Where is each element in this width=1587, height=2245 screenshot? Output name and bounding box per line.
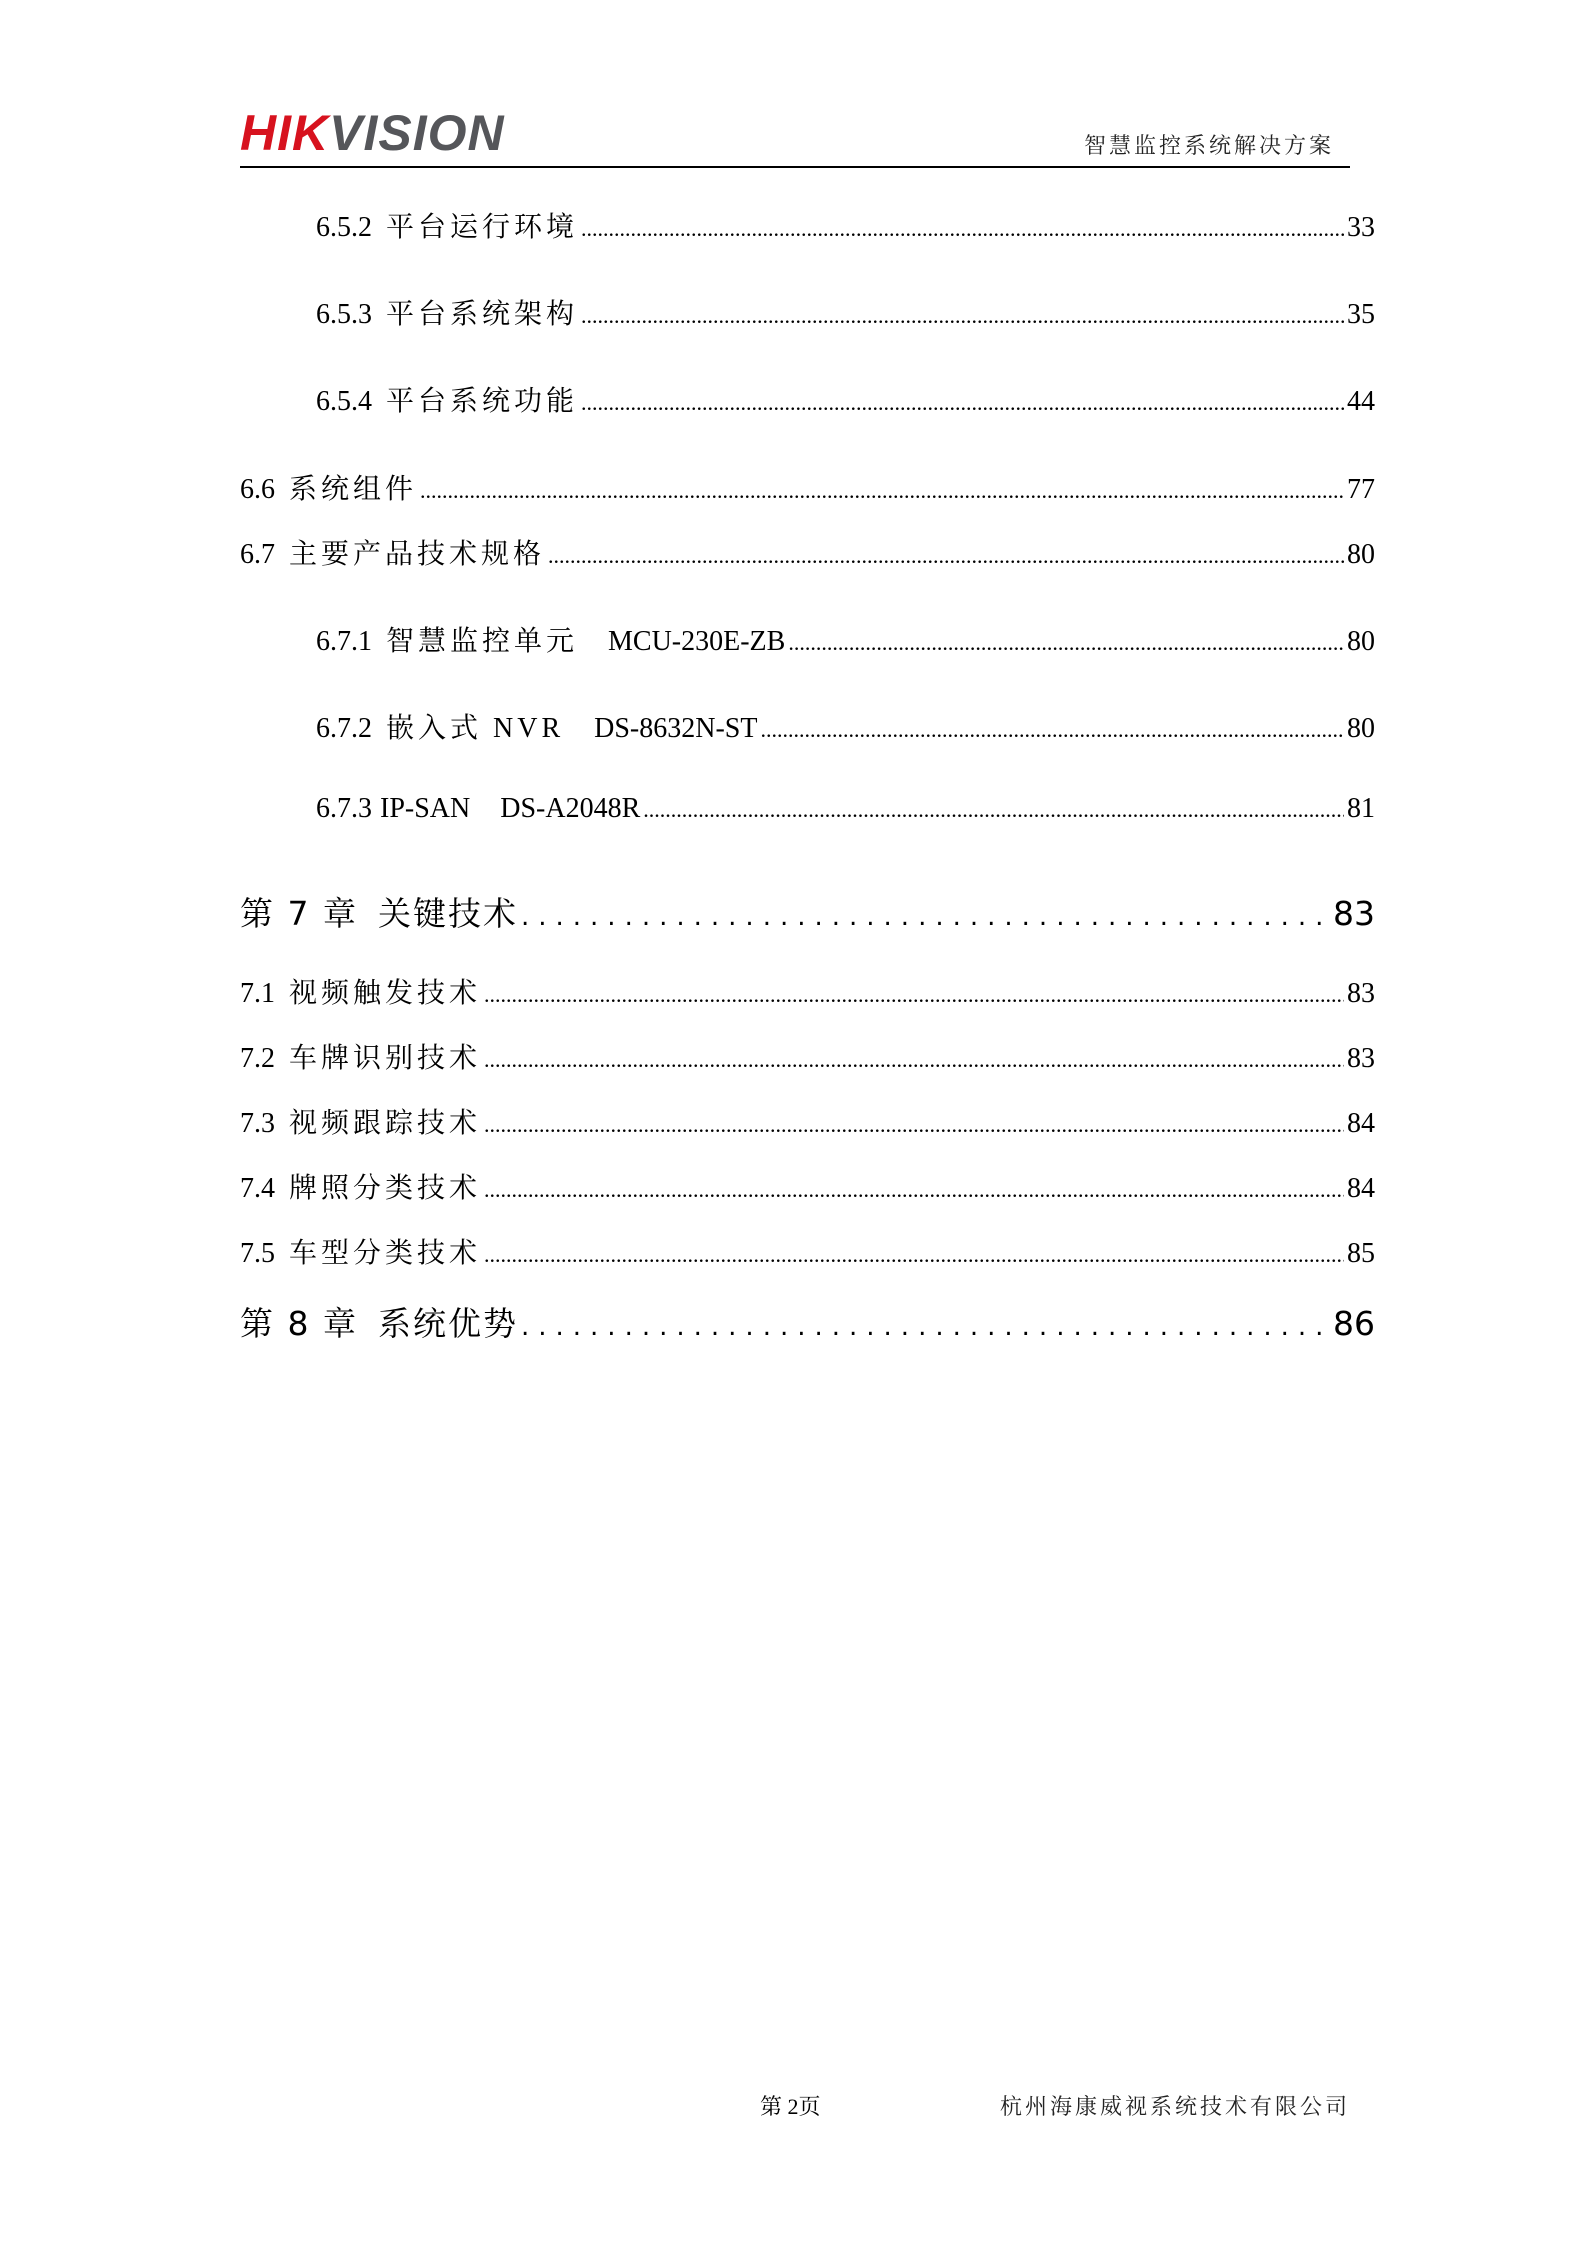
logo-grey-part: VISION	[329, 105, 505, 161]
toc-chapter-8[interactable]	[240, 1298, 1375, 1345]
toc-entry-label: 智慧监控单元	[386, 626, 579, 657]
toc-dot-leader	[581, 303, 1344, 329]
toc-dot-leader	[484, 1112, 1344, 1138]
toc-chapter-label: 第 8 章	[240, 1304, 358, 1343]
toc-entry-title	[240, 532, 545, 572]
toc-entry-label: 平台运行环境	[386, 212, 579, 243]
toc-entry-7-3[interactable]	[240, 1101, 1375, 1141]
toc-entry-label: 平台系统功能	[386, 386, 579, 417]
toc-entry-number: 6.6	[240, 474, 275, 505]
toc-entry-number: 6.7.1	[316, 626, 372, 657]
footer-company-name: 杭州海康威视系统技术有限公司	[999, 2095, 1350, 2120]
toc-entry-number: 7.2	[240, 1043, 275, 1074]
toc-entry-label: 系统优势	[377, 1304, 518, 1343]
toc-entry-model-code: DS-A2048R	[500, 793, 641, 824]
toc-dot-leader	[643, 797, 1344, 823]
toc-page-number: 33	[1347, 212, 1375, 243]
toc-page-number: 83	[1347, 1043, 1375, 1074]
toc-entry-7-4[interactable]	[240, 1166, 1375, 1206]
toc-entry-6-7-2[interactable]	[316, 706, 1375, 746]
toc-chapter-label: 第 7 章	[240, 894, 358, 933]
toc-entry-title	[316, 292, 578, 332]
toc-entry-title	[316, 379, 578, 419]
toc-entry-number: 7.3	[240, 1108, 275, 1139]
toc-entry-number: 7.4	[240, 1173, 275, 1204]
toc-entry-title	[240, 971, 481, 1011]
toc-entry-number: 7.1	[240, 978, 275, 1009]
toc-entry-label: 系统组件	[289, 474, 418, 505]
header-document-title: 智慧监控系统解决方案	[1083, 134, 1334, 159]
toc-dot-leader	[484, 1242, 1344, 1268]
toc-dot-leader	[484, 982, 1344, 1008]
toc-dot-leader	[548, 543, 1344, 569]
toc-entry-label: 车牌识别技术	[289, 1043, 482, 1074]
toc-entry-7-5[interactable]	[240, 1231, 1375, 1271]
toc-entry-number: 6.5.4	[316, 386, 372, 417]
toc-entry-title	[316, 619, 785, 659]
hikvision-logo	[240, 105, 505, 161]
toc-page-number: 86	[1333, 1304, 1375, 1343]
toc-entry-title	[240, 467, 417, 507]
toc-entry-title	[316, 706, 757, 746]
toc-dot-leader	[420, 478, 1344, 504]
toc-entry-title	[240, 1298, 518, 1345]
toc-page-number: 84	[1347, 1173, 1375, 1204]
toc-page-number: 85	[1347, 1238, 1375, 1269]
toc-page-number: 77	[1347, 474, 1375, 505]
toc-page-number: 83	[1333, 894, 1375, 933]
toc-page-number: 84	[1347, 1108, 1375, 1139]
toc-entry-model-code: MCU-230E-ZB	[608, 626, 786, 657]
toc-dot-leader	[484, 1177, 1344, 1203]
toc-entry-number: 6.5.3	[316, 299, 372, 330]
toc-entry-label: IP-SAN	[380, 793, 471, 824]
toc-entry-title	[316, 793, 640, 825]
toc-page-number: 44	[1347, 386, 1375, 417]
page-header	[240, 100, 1350, 168]
toc-entry-6-6[interactable]	[240, 467, 1375, 507]
toc-dot-leader	[521, 1312, 1330, 1342]
toc-entry-model-code: DS-8632N-ST	[594, 713, 758, 744]
toc-entry-6-7-1[interactable]	[316, 619, 1375, 659]
toc-page-number: 81	[1347, 793, 1375, 824]
toc-entry-6-7[interactable]	[240, 532, 1375, 572]
toc-dot-leader	[788, 630, 1344, 656]
toc-entry-number: 6.7	[240, 539, 275, 570]
logo-red-part: HIK	[240, 105, 330, 161]
toc-page-number: 80	[1347, 713, 1375, 744]
toc-entry-6-5-2[interactable]	[316, 205, 1375, 245]
toc-dot-leader	[581, 216, 1344, 242]
toc-entry-6-5-4[interactable]	[316, 379, 1375, 419]
toc-page-number: 35	[1347, 299, 1375, 330]
toc-entry-7-2[interactable]	[240, 1036, 1375, 1076]
toc-entry-6-5-3[interactable]	[316, 292, 1375, 332]
toc-entry-number: 6.7.3	[316, 793, 372, 824]
toc-entry-title	[240, 1231, 481, 1271]
toc-entry-label: 平台系统架构	[386, 299, 579, 330]
toc-entry-7-1[interactable]	[240, 971, 1375, 1011]
footer-page-number: 第 2页	[760, 2094, 821, 2119]
toc-dot-leader	[760, 717, 1344, 743]
toc-page-number: 80	[1347, 626, 1375, 657]
toc-entry-label: 视频触发技术	[289, 978, 482, 1009]
toc-page-number: 80	[1347, 539, 1375, 570]
toc-entry-label: 关键技术	[377, 894, 518, 933]
toc-dot-leader	[521, 902, 1330, 932]
toc-page-number: 83	[1347, 978, 1375, 1009]
toc-entry-label: 车型分类技术	[289, 1238, 482, 1269]
toc-entry-6-7-3[interactable]	[316, 793, 1375, 825]
toc-entry-number: 6.5.2	[316, 212, 372, 243]
toc-entry-title	[240, 1166, 481, 1206]
toc-entry-number: 7.5	[240, 1238, 275, 1269]
toc-entry-label: 牌照分类技术	[289, 1173, 482, 1204]
toc-entry-title	[240, 1101, 481, 1141]
toc-entry-label: 嵌入式 NVR	[386, 713, 565, 744]
toc-entry-title	[240, 888, 518, 935]
toc-dot-leader	[581, 390, 1344, 416]
toc-entry-label: 视频跟踪技术	[289, 1108, 482, 1139]
toc-chapter-7[interactable]	[240, 888, 1375, 935]
toc-entry-title	[240, 1036, 481, 1076]
toc-entry-title	[316, 205, 578, 245]
toc-entry-label: 主要产品技术规格	[289, 539, 546, 570]
toc-entry-number: 6.7.2	[316, 713, 372, 744]
toc-dot-leader	[484, 1047, 1344, 1073]
